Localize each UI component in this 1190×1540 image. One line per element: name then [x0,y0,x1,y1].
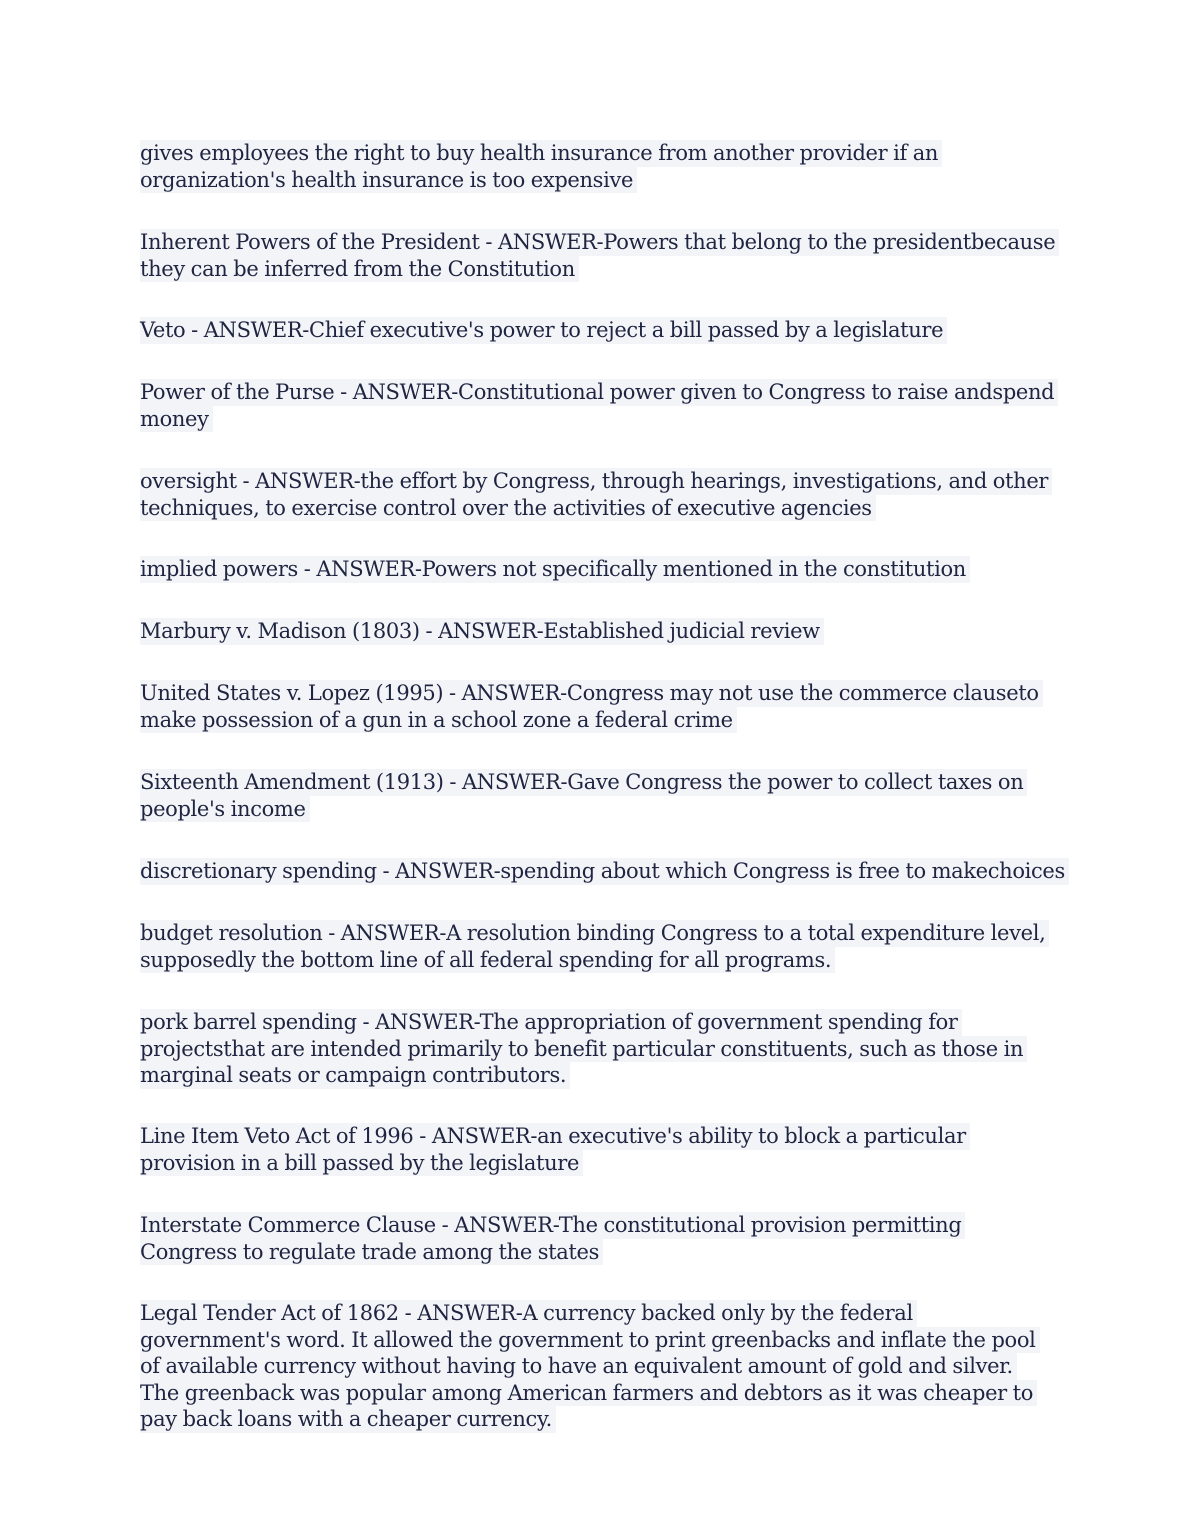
text-entry [140,680,1070,733]
text-entry [140,618,1070,645]
text-line: Interstate Commerce Clause - ANSWER-The constitutional provision permitting [140,1212,965,1239]
text-line: pork barrel spending - ANSWER-The appropriation of government spending for [140,1009,962,1036]
text-entry [140,1009,1070,1089]
text-entry [140,140,1070,193]
text-line: Power of the Purse - ANSWER-Constitutional power given to Congress to raise andspend [140,379,1058,406]
text-line: projectsthat are intended primarily to benefit particular constituents, such as those in [140,1036,1027,1063]
text-line: money [140,406,213,433]
text-entry [140,1300,1070,1433]
text-line: supposedly the bottom line of all federal spending for all programs. [140,947,835,974]
text-entry [140,468,1070,521]
text-line: Line Item Veto Act of 1996 - ANSWER-an executive's ability to block a particular [140,1123,970,1150]
text-entry [140,317,1070,344]
text-line: they can be inferred from the Constitution [140,256,579,283]
text-line: oversight - ANSWER-the effort by Congress, through hearings, investigations, and other [140,468,1052,495]
text-line: Veto - ANSWER-Chief executive's power to reject a bill passed by a legislature [140,317,947,344]
text-line: government's word. It allowed the government to print greenbacks and inflate the pool [140,1327,1040,1354]
text-entry [140,920,1070,973]
text-line: of available currency without having to have an equivalent amount of gold and silver. [140,1353,1017,1380]
text-line: make possession of a gun in a school zone a federal crime [140,707,737,734]
text-line: provision in a bill passed by the legislature [140,1150,583,1177]
text-line: techniques, to exercise control over the activities of executive agencies [140,495,876,522]
text-line: Congress to regulate trade among the states [140,1239,603,1266]
text-line: marginal seats or campaign contributors. [140,1062,570,1089]
text-entry [140,379,1070,432]
text-line: implied powers - ANSWER-Powers not specifically mentioned in the constitution [140,556,970,583]
text-entry [140,1212,1070,1265]
text-line: Legal Tender Act of 1862 - ANSWER-A currency backed only by the federal [140,1300,917,1327]
text-entry [140,1123,1070,1176]
text-entry [140,229,1070,282]
text-entry [140,769,1070,822]
text-line: The greenback was popular among American farmers and debtors as it was cheaper to [140,1380,1037,1407]
text-line: Sixteenth Amendment (1913) - ANSWER-Gave Congress the power to collect taxes on [140,769,1027,796]
text-line: Inherent Powers of the President - ANSWER-Powers that belong to the presidentbecause [140,229,1059,256]
text-line: organization's health insurance is too expensive [140,167,637,194]
text-line: Marbury v. Madison (1803) - ANSWER-Established judicial review [140,618,824,645]
text-line: people's income [140,796,310,823]
text-line: pay back loans with a cheaper currency. [140,1406,556,1433]
text-line: United States v. Lopez (1995) - ANSWER-Congress may not use the commerce clauseto [140,680,1043,707]
text-entry [140,858,1070,885]
text-entry [140,556,1070,583]
text-line: budget resolution - ANSWER-A resolution binding Congress to a total expenditure level, [140,920,1049,947]
text-line: gives employees the right to buy health insurance from another provider if an [140,140,942,167]
text-line: discretionary spending - ANSWER-spending about which Congress is free to makechoices [140,858,1069,885]
